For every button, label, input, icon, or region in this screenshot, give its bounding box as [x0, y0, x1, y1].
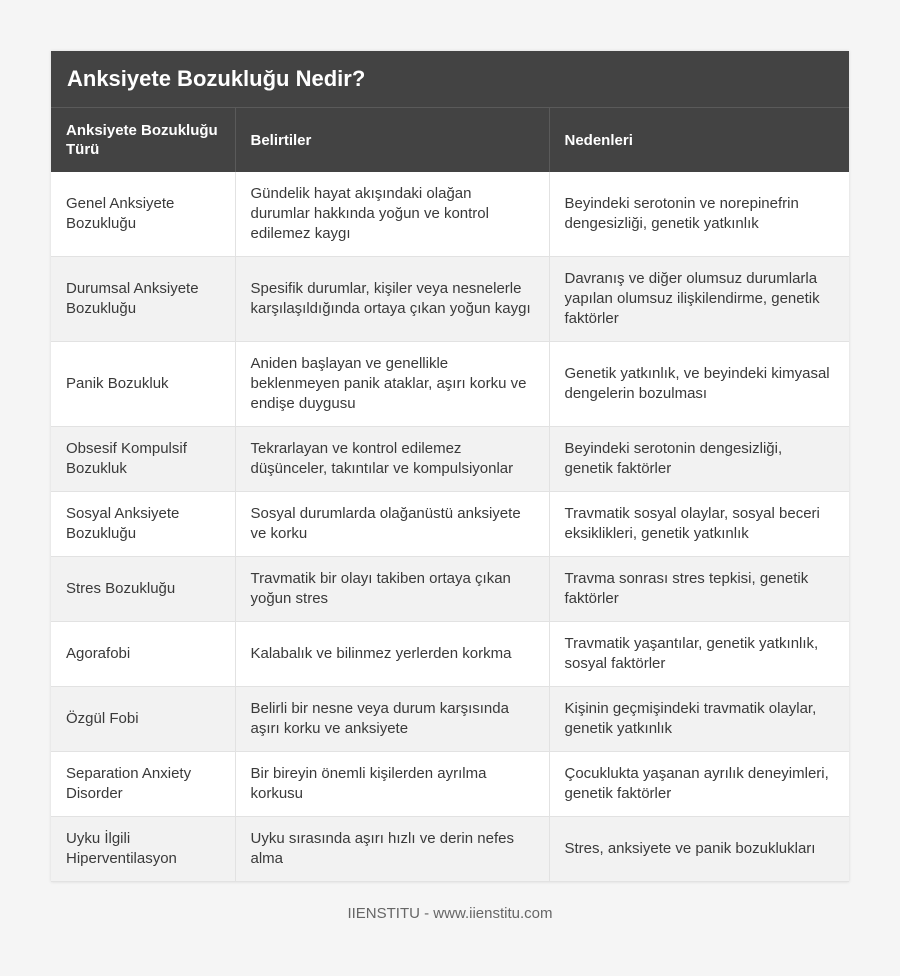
- cell-type: Obsesif Kompulsif Bozukluk: [51, 427, 235, 492]
- table-row: [51, 172, 849, 257]
- cell-symptoms: Spesifik durumlar, kişiler veya nesnelerle karşılaşıldığında ortaya çıkan yoğun kaygı: [235, 257, 549, 342]
- table-row: [51, 492, 849, 557]
- cell-symptoms: Belirli bir nesne veya durum karşısında aşırı korku ve anksiyete: [235, 687, 549, 752]
- cell-causes: Davranış ve diğer olumsuz durumlarla yapılan olumsuz ilişkilendirme, genetik faktörler: [549, 257, 849, 342]
- table-row: [51, 427, 849, 492]
- table-row: [51, 817, 849, 882]
- anxiety-table: [51, 108, 849, 882]
- cell-causes: Travmatik yaşantılar, genetik yatkınlık, sosyal faktörler: [549, 622, 849, 687]
- cell-type: Özgül Fobi: [51, 687, 235, 752]
- cell-symptoms: Bir bireyin önemli kişilerden ayrılma korkusu: [235, 752, 549, 817]
- cell-symptoms: Uyku sırasında aşırı hızlı ve derin nefes alma: [235, 817, 549, 882]
- cell-causes: Çocuklukta yaşanan ayrılık deneyimleri, genetik faktörler: [549, 752, 849, 817]
- cell-symptoms: Travmatik bir olayı takiben ortaya çıkan yoğun stres: [235, 557, 549, 622]
- cell-symptoms: Tekrarlayan ve kontrol edilemez düşünceler, takıntılar ve kompulsiyonlar: [235, 427, 549, 492]
- cell-type: Genel Anksiyete Bozukluğu: [51, 172, 235, 257]
- cell-causes: Beyindeki serotonin ve norepinefrin dengesizliği, genetik yatkınlık: [549, 172, 849, 257]
- page-title: Anksiyete Bozukluğu Nedir?: [67, 66, 366, 91]
- cell-type: Durumsal Anksiyete Bozukluğu: [51, 257, 235, 342]
- table-row: [51, 622, 849, 687]
- cell-type: Separation Anxiety Disorder: [51, 752, 235, 817]
- cell-causes: Genetik yatkınlık, ve beyindeki kimyasal dengelerin bozulması: [549, 342, 849, 427]
- table-header-row: [51, 108, 849, 172]
- cell-type: Sosyal Anksiyete Bozukluğu: [51, 492, 235, 557]
- cell-causes: Kişinin geçmişindeki travmatik olaylar, genetik yatkınlık: [549, 687, 849, 752]
- cell-symptoms: Kalabalık ve bilinmez yerlerden korkma: [235, 622, 549, 687]
- cell-symptoms: Aniden başlayan ve genellikle beklenmeyen panik ataklar, aşırı korku ve endişe duygusu: [235, 342, 549, 427]
- table-row: [51, 752, 849, 817]
- cell-type: Agorafobi: [51, 622, 235, 687]
- cell-causes: Beyindeki serotonin dengesizliği, genetik faktörler: [549, 427, 849, 492]
- table-row: [51, 342, 849, 427]
- cell-causes: Travmatik sosyal olaylar, sosyal beceri eksiklikleri, genetik yatkınlık: [549, 492, 849, 557]
- column-header-causes: Nedenleri: [549, 108, 849, 172]
- table-row: [51, 687, 849, 752]
- info-table-card: [51, 51, 849, 882]
- cell-symptoms: Sosyal durumlarda olağanüstü anksiyete ve korku: [235, 492, 549, 557]
- cell-causes: Stres, anksiyete ve panik bozuklukları: [549, 817, 849, 882]
- cell-symptoms: Gündelik hayat akışındaki olağan durumlar hakkında yoğun ve kontrol edilemez kaygı: [235, 172, 549, 257]
- footer-credit: IIENSTITU - www.iienstitu.com: [347, 905, 553, 922]
- table-row: [51, 557, 849, 622]
- column-header-type: Anksiyete Bozukluğu Türü: [51, 108, 235, 172]
- table-title-bar: [51, 51, 849, 108]
- cell-type: Panik Bozukluk: [51, 342, 235, 427]
- column-header-symptoms: Belirtiler: [235, 108, 549, 172]
- cell-type: Uyku İlgili Hiperventilasyon: [51, 817, 235, 882]
- table-row: [51, 257, 849, 342]
- cell-causes: Travma sonrası stres tepkisi, genetik faktörler: [549, 557, 849, 622]
- cell-type: Stres Bozukluğu: [51, 557, 235, 622]
